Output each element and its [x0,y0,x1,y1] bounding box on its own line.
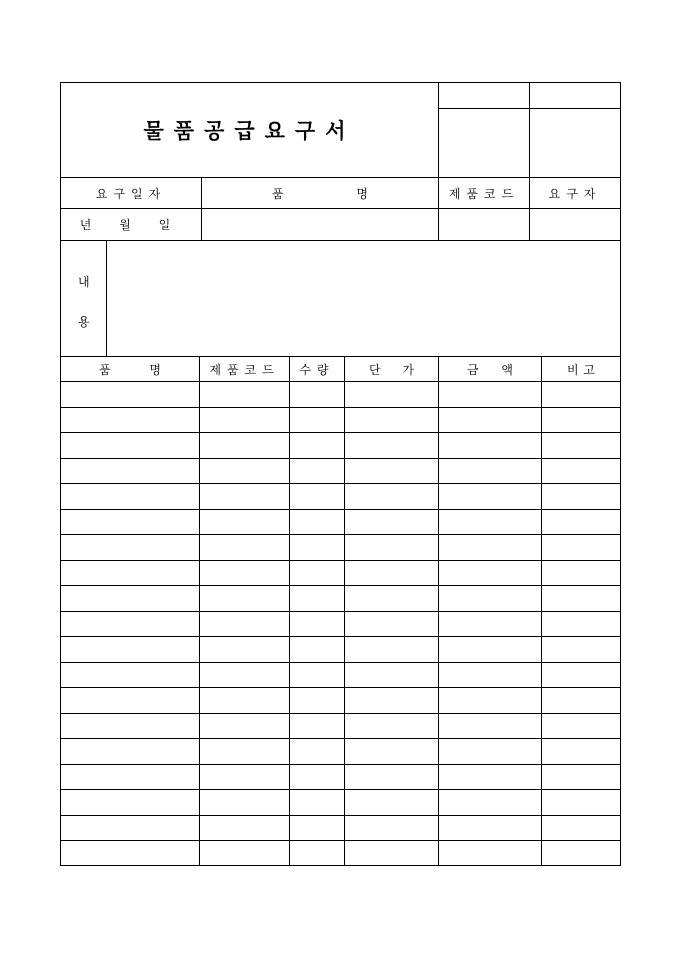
unit-price-cell[interactable] [345,459,438,484]
amount-cell[interactable] [439,816,541,841]
table-row [61,459,620,484]
product-code-cell[interactable] [200,510,289,535]
column-header-quantity: 수량 [299,362,335,377]
amount-cell[interactable] [439,484,541,509]
amount-cell[interactable] [439,790,541,815]
amount-cell[interactable] [439,382,541,407]
product-name-label [202,178,438,208]
unit-price-cell[interactable] [345,739,438,764]
product-name-cell[interactable] [61,714,199,739]
amount-cell[interactable] [439,535,541,560]
quantity-cell[interactable] [290,739,344,764]
amount-cell[interactable] [439,561,541,586]
product-code-cell[interactable] [200,586,289,611]
product-name-cell[interactable] [61,688,199,713]
note-cell[interactable] [542,714,620,739]
table-row [61,612,620,637]
product-name-cell[interactable] [61,586,199,611]
approval-box-1[interactable] [439,109,529,177]
note-cell[interactable] [542,637,620,662]
unit-price-cell[interactable] [345,765,438,790]
unit-price-cell[interactable] [345,433,438,458]
column-header-note [542,357,620,381]
note-cell[interactable] [542,739,620,764]
product-name-cell[interactable] [61,637,199,662]
quantity-cell[interactable] [290,637,344,662]
quantity-cell[interactable] [290,586,344,611]
product-code-cell[interactable] [200,459,289,484]
column-header-note-right: 고 [583,362,595,377]
quantity-cell[interactable] [290,663,344,688]
amount-cell[interactable] [439,637,541,662]
quantity-cell[interactable] [290,433,344,458]
requester-field[interactable] [530,209,620,240]
quantity-cell[interactable] [290,714,344,739]
product-name-cell[interactable] [61,790,199,815]
table-row [61,433,620,458]
note-cell[interactable] [542,433,620,458]
product-name-cell[interactable] [61,408,199,433]
amount-cell[interactable] [439,459,541,484]
amount-cell[interactable] [439,433,541,458]
amount-cell[interactable] [439,841,541,866]
product-code-cell[interactable] [200,408,289,433]
quantity-cell[interactable] [290,484,344,509]
unit-price-cell[interactable] [345,382,438,407]
product-name-cell[interactable] [61,663,199,688]
product-code-cell[interactable] [200,841,289,866]
note-cell[interactable] [542,382,620,407]
column-header-amount [439,357,541,381]
column-header-amount-left: 금 [467,362,479,377]
product-name-cell[interactable] [61,841,199,866]
requester-label: 요구자 [548,186,602,201]
unit-price-cell[interactable] [345,816,438,841]
unit-price-cell[interactable] [345,535,438,560]
product-code-cell[interactable] [200,688,289,713]
product-name-field[interactable] [202,209,438,240]
content-label-top: 내 [78,275,90,289]
column-header-unit-price [345,357,438,381]
note-cell[interactable] [542,688,620,713]
amount-cell[interactable] [439,739,541,764]
note-cell[interactable] [542,816,620,841]
amount-cell[interactable] [439,510,541,535]
table-row [61,382,620,407]
note-cell[interactable] [542,663,620,688]
product-code-cell[interactable] [200,535,289,560]
table-row [61,688,620,713]
note-cell[interactable] [542,484,620,509]
quantity-cell[interactable] [290,612,344,637]
amount-cell[interactable] [439,765,541,790]
column-header-note-left: 비 [567,362,579,377]
amount-cell[interactable] [439,612,541,637]
quantity-cell[interactable] [290,816,344,841]
supply-request-form [60,82,621,866]
column-header-amount-right: 액 [501,362,513,377]
unit-price-cell[interactable] [345,586,438,611]
product-name-cell[interactable] [61,612,199,637]
amount-cell[interactable] [439,663,541,688]
product-code-field[interactable] [439,209,529,240]
column-header-product-name-left: 품 [99,362,111,377]
unit-price-cell[interactable] [345,408,438,433]
form-title: 물품공급요구서 [143,118,356,143]
table-row [61,739,620,764]
column-header-unit-price-right: 가 [402,362,414,377]
quantity-cell[interactable] [290,561,344,586]
column-header-product-name-right: 명 [149,362,161,377]
unit-price-cell[interactable] [345,510,438,535]
note-cell[interactable] [542,612,620,637]
quantity-cell[interactable] [290,535,344,560]
content-label-bottom: 용 [78,315,90,329]
product-name-cell[interactable] [61,765,199,790]
column-header-product-name [61,357,199,381]
quantity-cell[interactable] [290,790,344,815]
product-name-cell[interactable] [61,816,199,841]
table-row [61,816,620,841]
note-cell[interactable] [542,408,620,433]
table-row [61,510,620,535]
note-cell[interactable] [542,586,620,611]
note-cell[interactable] [542,459,620,484]
table-row [61,637,620,662]
product-code-cell[interactable] [200,739,289,764]
product-name-cell[interactable] [61,510,199,535]
request-date-label: 요구일자 [95,186,167,201]
table-row [61,586,620,611]
column-header-product-code: 제품코드 [209,362,280,377]
quantity-cell[interactable] [290,408,344,433]
amount-cell[interactable] [439,408,541,433]
note-cell[interactable] [542,561,620,586]
note-cell[interactable] [542,790,620,815]
product-code-cell[interactable] [200,714,289,739]
table-row [61,408,620,433]
product-name-cell[interactable] [61,433,199,458]
table-row [61,561,620,586]
product-name-cell[interactable] [61,535,199,560]
note-cell[interactable] [542,510,620,535]
product-code-cell[interactable] [200,663,289,688]
product-code-cell[interactable] [200,637,289,662]
quantity-cell[interactable] [290,841,344,866]
product-name-cell[interactable] [61,459,199,484]
approval-box-2[interactable] [530,109,620,177]
content-field[interactable] [107,241,620,356]
quantity-cell[interactable] [290,688,344,713]
amount-cell[interactable] [439,586,541,611]
table-row [61,663,620,688]
product-name-cell[interactable] [61,484,199,509]
amount-cell[interactable] [439,688,541,713]
product-code-cell[interactable] [200,816,289,841]
unit-price-cell[interactable] [345,484,438,509]
date-field[interactable]: 년 월 일 [79,218,183,232]
note-cell[interactable] [542,765,620,790]
table-row [61,714,620,739]
table-row [61,535,620,560]
product-code-cell[interactable] [200,790,289,815]
quantity-cell[interactable] [290,459,344,484]
table-row [61,790,620,815]
product-code-cell[interactable] [200,433,289,458]
unit-price-cell[interactable] [345,688,438,713]
product-name-cell[interactable] [61,561,199,586]
unit-price-cell[interactable] [345,561,438,586]
product-code-cell[interactable] [200,765,289,790]
unit-price-cell[interactable] [345,612,438,637]
unit-price-cell[interactable] [345,663,438,688]
product-code-cell[interactable] [200,382,289,407]
note-cell[interactable] [542,841,620,866]
table-row [61,484,620,509]
table-row [61,765,620,790]
product-name-label-right: 명 [356,186,368,201]
quantity-cell[interactable] [290,510,344,535]
product-code-cell[interactable] [200,561,289,586]
amount-cell[interactable] [439,714,541,739]
unit-price-cell[interactable] [345,714,438,739]
unit-price-cell[interactable] [345,637,438,662]
product-code-cell[interactable] [200,612,289,637]
quantity-cell[interactable] [290,382,344,407]
unit-price-cell[interactable] [345,790,438,815]
product-name-cell[interactable] [61,382,199,407]
product-code-label: 제품코드 [448,186,520,201]
product-code-cell[interactable] [200,484,289,509]
note-cell[interactable] [542,535,620,560]
product-name-cell[interactable] [61,739,199,764]
quantity-cell[interactable] [290,765,344,790]
table-row [61,841,620,866]
product-name-label-left: 품 [272,186,284,201]
unit-price-cell[interactable] [345,841,438,866]
column-header-unit-price-left: 단 [369,362,381,377]
